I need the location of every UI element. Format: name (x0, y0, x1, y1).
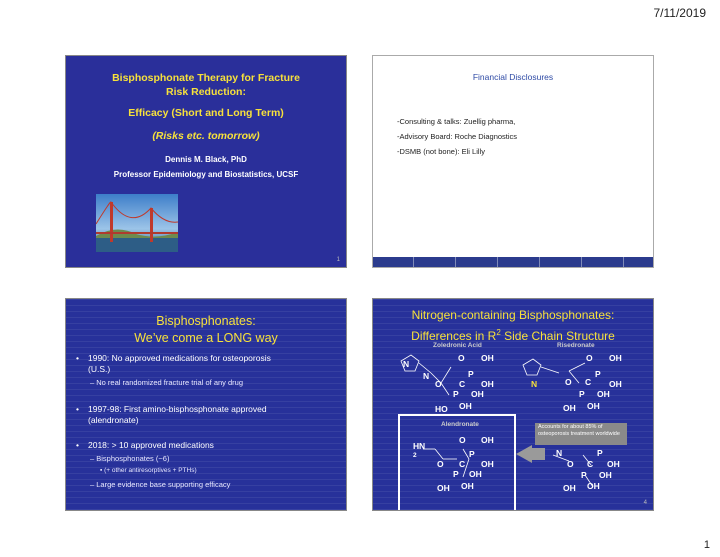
slide3-sub-3b: – Large evidence base supporting efficacy (90, 480, 231, 489)
slide3-title-line2: We’ve come a LONG way (134, 331, 278, 345)
slide1-affiliation: Professor Epidemiology and Biostatistics, UCSF (113, 170, 299, 179)
atom-n: N (403, 359, 410, 369)
slide3-title (66, 313, 346, 347)
atom-oh: OH (481, 459, 494, 469)
bullet-marker: • (76, 353, 79, 363)
slide3-title-line1: Bisphosphonates: (156, 314, 256, 328)
atom-oh: OH (587, 481, 600, 491)
atom-oh: OH (481, 379, 494, 389)
atom-oh: OH (609, 379, 622, 389)
atom-c: C (459, 459, 466, 469)
atom-oh: OH (609, 353, 622, 363)
slide3-bullet-1: 1990: No approved medications for osteoporosis (U.S.) (88, 353, 271, 374)
atom-o: O (459, 435, 466, 445)
bullet-marker: • (76, 440, 79, 450)
atom-c: C (587, 459, 594, 469)
atom-oh: OH (459, 401, 472, 411)
atom-p: P (581, 470, 587, 480)
atom-oh: OH (437, 483, 450, 493)
atom-n: N (531, 379, 538, 389)
atom-p: P (579, 389, 585, 399)
chemical-structures-diagram (373, 299, 654, 511)
atom-oh: OH (563, 403, 576, 413)
slide3-bullet-2: 1997-98: First amino-bisphosphonate approved (alendronate) (88, 404, 267, 425)
slide3-sub-3a-i: ▪ (+ other antiresorptives + PTHs) (100, 467, 197, 474)
atom-subscript-2: 2 (413, 452, 417, 459)
header-date: 7/11/2019 (653, 6, 706, 20)
callout-arrow (516, 445, 532, 463)
atom-oh: OH (461, 481, 474, 491)
atom-p: P (597, 448, 603, 458)
callout-arrow-body (531, 448, 545, 460)
atom-o: O (586, 353, 593, 363)
atom-p: P (453, 389, 459, 399)
label-risedronate: Risedronate (557, 342, 595, 349)
golden-gate-bridge-image (96, 194, 178, 252)
slide2-title: Financial Disclosures (472, 72, 554, 82)
slide-2-disclosures[interactable] (372, 55, 654, 268)
atom-o: O (458, 353, 465, 363)
atom-o: O (437, 459, 444, 469)
slide1-number: 1 (336, 257, 340, 263)
atom-p: P (595, 369, 601, 379)
slide3-bullet-3: 2018: > 10 approved medications (88, 440, 214, 450)
slide1-title-line1: Bisphosphonate Therapy for Fracture (112, 72, 300, 84)
atom-c: C (585, 377, 592, 387)
atom-o: O (565, 377, 572, 387)
slide4-title-line1: Nitrogen-containing Bisphosphonates: (411, 308, 615, 322)
slide2-footer-bar (373, 257, 653, 267)
atom-oh: OH (471, 389, 484, 399)
atom-oh: OH (563, 483, 576, 493)
atom-oh: OH (481, 435, 494, 445)
label-zoledronic-acid: Zoledronic Acid (433, 342, 482, 349)
label-alendronate: Alendronate (441, 421, 479, 428)
disclosure-item: -Advisory Board: Roche Diagnostics (397, 132, 518, 141)
atom-h: H (413, 441, 420, 451)
slide1-risks: (Risks etc. tomorrow) (152, 130, 260, 142)
page-number: 1 (703, 539, 710, 551)
atom-oh: OH (469, 469, 482, 479)
slide1-subtitle: Efficacy (Short and Long Term) (128, 107, 284, 119)
slide3-sub-3a: – Bisphosphonates (~6) (90, 454, 170, 463)
atom-p: P (453, 469, 459, 479)
atom-oh: OH (607, 459, 620, 469)
slide3-sub-1: – No real randomized fracture trial of any drug (90, 378, 244, 387)
disclosure-list (397, 114, 517, 159)
disclosure-item: -DSMB (not bone): Eli Lilly (397, 147, 485, 156)
slide-3-history[interactable] (65, 298, 347, 511)
atom-c: C (459, 379, 466, 389)
disclosure-item: -Consulting & talks: Zuellig pharma, (397, 117, 516, 126)
atom-n: N (419, 441, 426, 451)
atom-oh: OH (587, 401, 600, 411)
atom-p: P (469, 449, 475, 459)
atom-oh: OH (481, 353, 494, 363)
atom-oh: OH (599, 470, 612, 480)
slide1-title-line2: Risk Reduction: (166, 86, 246, 98)
atom-p: P (468, 369, 474, 379)
slide4-title-line2: Differences in $R^2$ Side Chain Structure (411, 328, 615, 343)
atom-n: N (423, 371, 430, 381)
slide1-author: Dennis M. Black, PhD (165, 155, 247, 164)
bullet-marker: • (76, 404, 79, 414)
atom-ho: HO (435, 404, 448, 414)
atom-o: O (435, 379, 442, 389)
slide4-number: 4 (643, 500, 647, 506)
slide-4-structures[interactable] (372, 298, 654, 511)
atom-o: O (567, 459, 574, 469)
atom-n: N (556, 448, 563, 458)
slide-1-title[interactable] (65, 55, 347, 268)
callout-box: Accounts for about 85% of osteoporosis treatment worldwide (535, 423, 627, 445)
atom-oh: OH (597, 389, 610, 399)
